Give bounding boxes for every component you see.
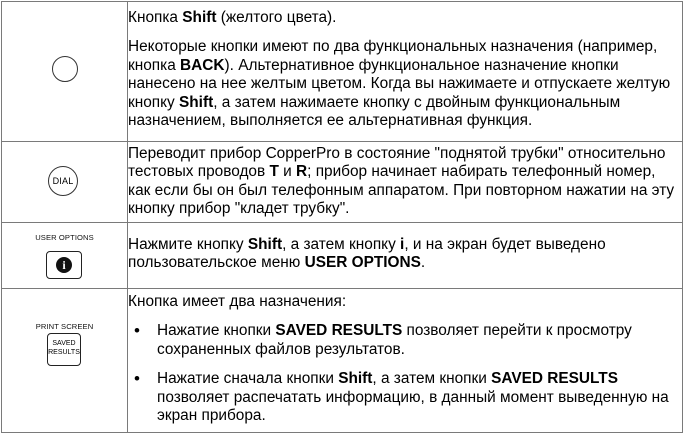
paragraph: Некоторые кнопки имеют по два функциональных назначения (например, кнопка BACK). Альтернативное функциональное назначение кнопки нанесено на нее желтым цветом. Когда вы нажимаете и отпускаете желтую кнопку Shift, а затем нажимаете кнопку с двойным функциональным назначением, выполняется ее альтернативная функция.	[128, 38, 671, 130]
icon-cell	[2, 223, 128, 289]
bullet-list	[128, 322, 682, 425]
description-cell	[128, 289, 683, 433]
table-row	[2, 142, 683, 223]
print-screen-caption: PRINT SCREEN	[35, 322, 94, 331]
paragraph: Кнопка имеет два назначения:	[128, 293, 347, 310]
icon-cell	[2, 142, 128, 223]
user-options-caption: USER OPTIONS	[35, 233, 94, 242]
saved-results-key-icon: SAVED RESULTS	[47, 333, 81, 366]
paragraph: Нажмите кнопку Shift, а затем кнопку i, и на экран будет выведено пользовательское меню USER OPTIONS.	[128, 236, 606, 272]
icon-cell	[2, 2, 128, 142]
paragraph: Кнопка Shift (желтого цвета).	[128, 9, 337, 26]
table-row	[2, 289, 683, 433]
circle-key-icon	[52, 56, 78, 82]
table-row	[2, 223, 683, 289]
table-row	[2, 2, 683, 142]
paragraph: Переводит прибор CopperPro в состояние "поднятой трубки" относительно тестовых проводов T и R; прибор начинает набирать телефонный номер, как если бы он был телефонным аппаратом. При повторном нажатии на эту кнопку прибор "кладет трубку".	[128, 145, 675, 218]
dial-key-icon: DIAL	[48, 166, 78, 196]
list-item: • Нажатие кнопки SAVED RESULTS позволяет перейти к просмотру сохраненных файлов результатов.	[128, 322, 682, 359]
info-key-icon: i	[46, 251, 82, 279]
list-item: • Нажатие сначала кнопки Shift, а затем кнопки SAVED RESULTS позволяет распечатать информацию, в данный момент выведенную на экран прибора.	[128, 370, 682, 425]
description-cell	[128, 223, 683, 289]
key-description-table	[1, 1, 683, 433]
description-cell	[128, 2, 683, 142]
icon-cell	[2, 289, 128, 433]
description-cell	[128, 142, 683, 223]
